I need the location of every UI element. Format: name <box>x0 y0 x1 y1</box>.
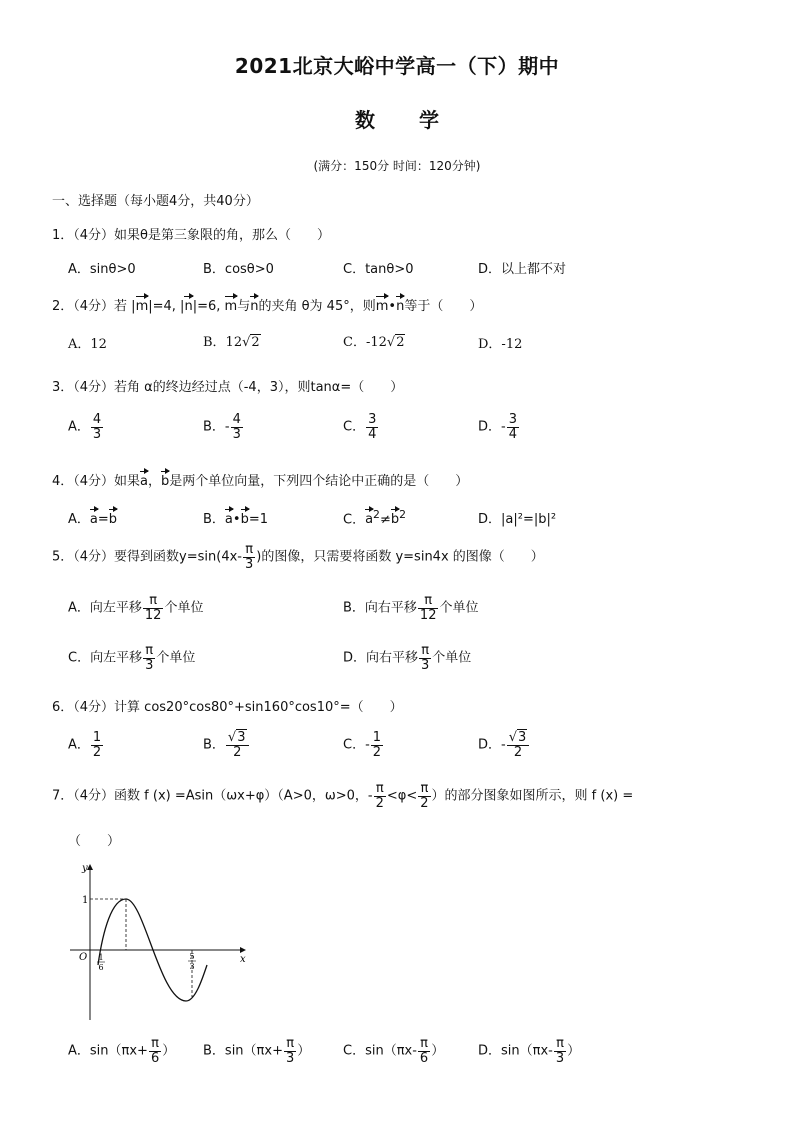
q1-option-a: A．sinθ>0 <box>68 262 136 277</box>
fraction: $\frac{\pi}{3}$ <box>285 1036 295 1066</box>
vector-n: n <box>250 299 259 314</box>
q7-function-graph <box>60 855 260 1025</box>
q6-option-b: B． $\frac{√3}{2}$ <box>203 731 250 759</box>
fraction: $\frac{\pi}{12}$ <box>419 593 437 623</box>
q2-stem: 2．（4分）若 |m|=4, |n|=6, m与n的夹角 θ为 45°，则m•n等于（ ） <box>52 299 483 314</box>
subject-char-2: 学 <box>419 108 439 132</box>
vector-a: a <box>224 512 233 527</box>
fraction: $\frac{1}{2}$ <box>92 730 102 760</box>
q4-stem: 4．（4分）如果a，b是两个单位向量，下列四个结论中正确的是（ ） <box>52 474 469 489</box>
q7-option-d: D．sin（πx- $\frac{\pi}{3}$ ） <box>478 1036 581 1066</box>
fraction: $\frac{3}{4}$ <box>508 412 517 442</box>
q3-stem: 3．（4分）若角 α的终边经过点（-4，3），则tanα=（ ） <box>52 380 404 395</box>
vector-b: b <box>161 474 170 489</box>
q1-stem: 1．（4分）如果θ是第三象限的角，那么（ ） <box>52 228 330 243</box>
x-tick-2-den: 3 <box>189 962 195 971</box>
sqrt-symbol: √2 <box>386 335 405 350</box>
y-tick-label: 1 <box>82 895 89 906</box>
page-title: 2021北京大峪中学高一（下）期中 <box>234 54 560 78</box>
x-tick-1-den: 6 <box>98 963 104 972</box>
sqrt-symbol: √3 <box>507 731 530 746</box>
q3-option-a: A． $\frac{4}{3}$ <box>68 412 102 442</box>
sqrt-symbol: √2 <box>242 335 260 350</box>
vector-n: n <box>396 299 405 314</box>
fraction: $\frac{3}{4}$ <box>368 412 377 442</box>
y-axis-label: y <box>82 863 88 874</box>
x-tick-1-num: 1 <box>98 953 104 962</box>
exam-meta: (满分：150分 时间：120分钟) <box>313 159 481 173</box>
subject-char-1: 数 <box>355 108 375 132</box>
vector-b: b <box>108 512 118 527</box>
q1-option-c: C．tanθ>0 <box>343 262 414 277</box>
q7-option-b: B．sin（πx+ $\frac{\pi}{3}$ ） <box>203 1036 311 1066</box>
q4-option-a: A．a=b <box>68 512 118 527</box>
fraction: $\frac{1}{2}$ <box>372 730 382 760</box>
fraction: $\frac{√3}{2}$ <box>226 731 249 759</box>
fraction: $\frac{\pi}{3}$ <box>421 643 430 673</box>
vector-m: m <box>135 299 149 314</box>
q2-option-d: D．-12 <box>478 337 523 352</box>
q3-option-d: D．- $\frac{3}{4}$ <box>478 412 517 442</box>
q7-option-c: C．sin（πx- $\frac{\pi}{6}$ ） <box>343 1036 445 1066</box>
q5-stem: 5．（4分）要得到函数y=sin(4x- $\frac{\pi}{3}$ )的图像，只需要将函数 y=sin4x 的图像（ ） <box>52 542 544 572</box>
fraction: $\frac{4}{3}$ <box>232 412 241 442</box>
q6-option-a: A． $\frac{1}{2}$ <box>68 730 102 760</box>
fraction: $\frac{\pi}{6}$ <box>150 1036 160 1066</box>
q6-stem: 6．（4分）计算 cos20°cos80°+sin160°cos10°=（ ） <box>52 700 403 715</box>
q7-answer-paren: （ ） <box>68 834 121 849</box>
fraction: $\frac{√3}{2}$ <box>507 731 530 759</box>
x-axis-label: x <box>240 954 246 965</box>
sqrt-symbol: √3 <box>226 731 249 746</box>
q1-option-b: B．cosθ>0 <box>203 262 274 277</box>
x-tick-2-num: 5 <box>189 952 195 961</box>
section-heading: 一、选择题（每小题4分，共40分） <box>52 194 259 209</box>
subject-title <box>0 104 794 133</box>
fraction: $\frac{\pi}{3}$ <box>145 643 154 673</box>
q4-option-c: C．$a^2\ne b^2$ <box>343 508 406 528</box>
q5-option-a: A．向左平移 $\frac{\pi}{12}$ 个单位 <box>68 593 204 623</box>
vector-b: b <box>240 512 249 527</box>
fraction: $\frac{\pi}{2}$ <box>375 781 384 811</box>
q5-option-b: B．向右平移 $\frac{\pi}{12}$ 个单位 <box>343 593 479 623</box>
fraction: $\frac{\pi}{6}$ <box>419 1036 429 1066</box>
q6-option-c: C．- $\frac{1}{2}$ <box>343 730 382 760</box>
q5-option-c: C．向左平移 $\frac{\pi}{3}$ 个单位 <box>68 643 196 673</box>
fraction: $\frac{\pi}{3}$ <box>555 1036 565 1066</box>
vector-a: a <box>89 512 98 527</box>
q3-option-c: C． $\frac{3}{4}$ <box>343 412 377 442</box>
vector-b: b <box>390 512 400 528</box>
q3-option-b: B．- $\frac{4}{3}$ <box>203 412 241 442</box>
vector-n: n <box>184 299 193 314</box>
q7-option-a: A．sin（πx+ $\frac{\pi}{6}$ ） <box>68 1036 176 1066</box>
vector-a: a <box>365 512 374 528</box>
fraction: $\frac{\pi}{3}$ <box>244 542 254 572</box>
vector-m: m <box>375 299 389 314</box>
q2-option-a: A．12 <box>68 337 107 352</box>
origin-label: O <box>79 952 88 963</box>
q7-stem: 7．（4分）函数 f (x) =Asin（ωx+φ）（A>0，ω>0，- $\frac{\pi}{2}$ <φ< $\frac{\pi}{2}$ ）的部分图象如图所示，则 f (x) = <box>52 781 634 811</box>
q5-option-d: D．向右平移 $\frac{\pi}{3}$ 个单位 <box>343 643 472 673</box>
fraction: $\frac{4}{3}$ <box>92 412 102 442</box>
q2-option-c: C．-12√2 <box>343 335 405 350</box>
q1-option-d: D．以上都不对 <box>478 262 567 277</box>
vector-m: m <box>224 299 238 314</box>
fraction: $\frac{\pi}{2}$ <box>420 781 429 811</box>
vector-a: a <box>140 474 149 489</box>
q6-option-d: D．- $\frac{√3}{2}$ <box>478 731 530 759</box>
q2-option-b: B．12√2 <box>203 335 260 350</box>
q4-option-b: B．a•b=1 <box>203 512 268 527</box>
fraction: $\frac{\pi}{12}$ <box>144 593 162 623</box>
q4-option-d: D．|a|²=|b|² <box>478 512 557 527</box>
